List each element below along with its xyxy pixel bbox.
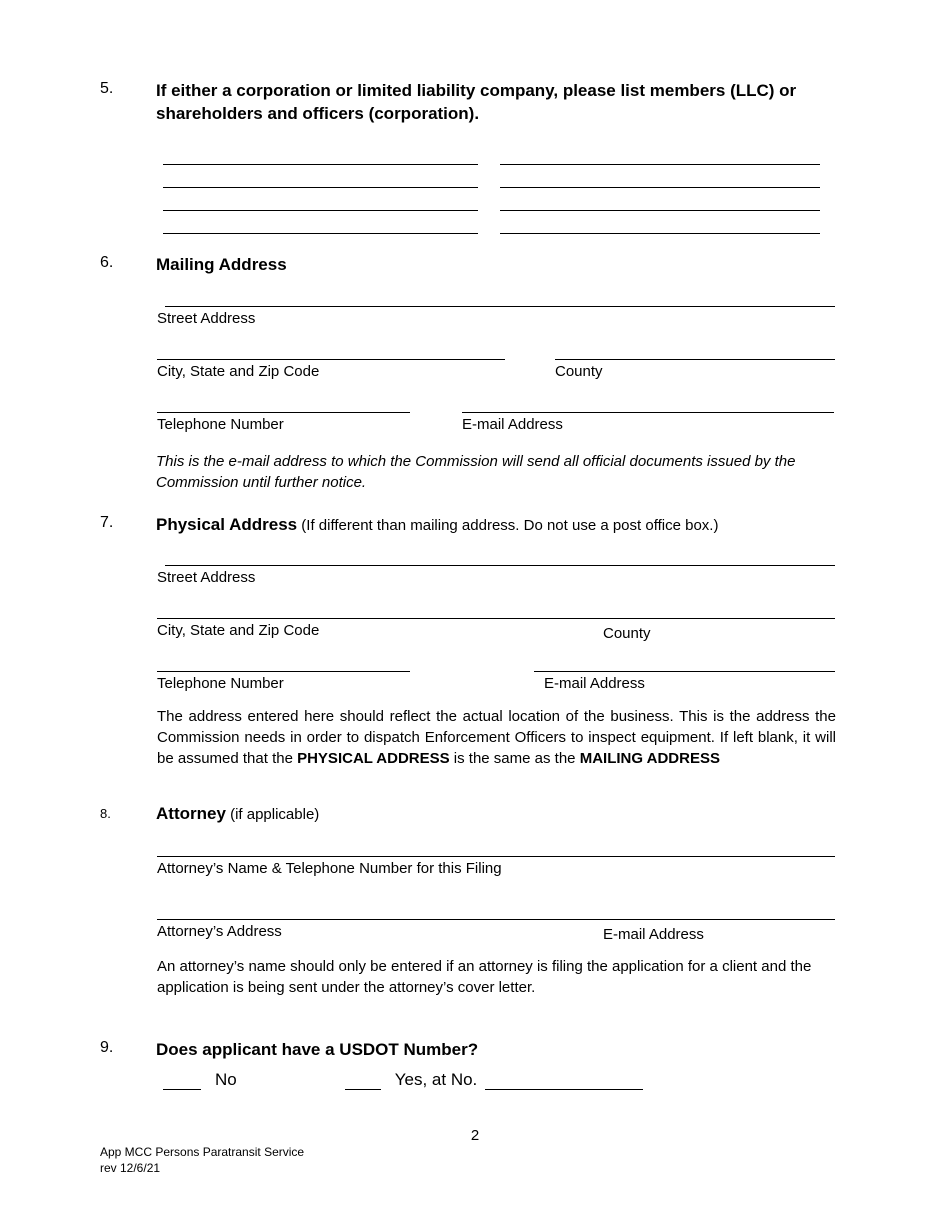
attorney-address-label: Attorney’s Address: [157, 923, 282, 940]
mailing-city-label: City, State and Zip Code: [157, 363, 320, 380]
physical-county-label: County: [603, 625, 651, 642]
attorney-name-field-line[interactable]: [157, 844, 835, 857]
mailing-email-label: E-mail Address: [462, 416, 563, 433]
usdot-no-field-line[interactable]: [163, 1072, 201, 1090]
physical-email-field-line[interactable]: [534, 659, 835, 672]
physical-email-label: E-mail Address: [544, 675, 645, 692]
attorney-note: An attorney’s name should only be entered if an attorney is filing the application for a client and the application is being sent under the attorney’s cover letter.: [157, 958, 812, 996]
item7-heading: [156, 513, 840, 536]
physical-city-county-field-line[interactable]: [157, 606, 835, 619]
physical-phone-field-line[interactable]: [157, 659, 410, 672]
usdot-no-label: No: [215, 1070, 237, 1089]
member-field-line[interactable]: [500, 221, 820, 234]
physical-street-field-line[interactable]: [165, 553, 835, 566]
member-field-line[interactable]: [500, 152, 820, 165]
usdot-answers: [156, 1070, 840, 1090]
mailing-email-note: This is the e-mail address to which the Commission will send all official documents issued by the Commission until further notice.: [156, 453, 796, 491]
physical-phone-label: Telephone Number: [157, 675, 284, 692]
footer-line2: rev 12/6/21: [100, 1161, 161, 1175]
member-field-line[interactable]: [500, 198, 820, 211]
item6-heading: Mailing Address: [156, 255, 287, 274]
physical-note-part1: The address entered here should reflect the actual location of the business. This is the address the Commission needs in order to dispatch Enforcement Officers to inspect equipment. If left blank, it will be assumed that the: [157, 708, 836, 767]
member-field-line[interactable]: [163, 221, 478, 234]
mailing-street-label: Street Address: [157, 310, 256, 327]
footer-line1: App MCC Persons Paratransit Service: [100, 1145, 305, 1159]
mailing-phone-label: Telephone Number: [157, 416, 284, 433]
item7-number: 7.: [100, 514, 114, 531]
item8-heading-main: Attorney: [156, 804, 226, 823]
member-field-line[interactable]: [163, 152, 478, 165]
mailing-email-field-line[interactable]: [462, 400, 834, 413]
item8-heading: [156, 802, 840, 825]
mailing-county-field-line[interactable]: [555, 347, 835, 360]
item9-heading: Does applicant have a USDOT Number?: [156, 1040, 479, 1059]
physical-note-part2: is the same as the: [449, 750, 580, 767]
physical-note-bold2: MAILING ADDRESS: [579, 750, 720, 767]
attorney-name-label: Attorney’s Name & Telephone Number for this Filing: [157, 860, 502, 877]
usdot-yes-label: Yes, at No.: [394, 1070, 478, 1089]
footer: [100, 1144, 304, 1176]
item7-heading-main: Physical Address: [156, 515, 298, 534]
member-field-line[interactable]: [163, 175, 478, 188]
usdot-number-field-line[interactable]: [485, 1072, 643, 1090]
members-shareholders-grid: [156, 152, 840, 234]
attorney-email-label: E-mail Address: [603, 926, 704, 943]
item5-number: 5.: [100, 80, 114, 97]
item8-heading-suffix: (if applicable): [225, 806, 320, 823]
member-field-line[interactable]: [163, 198, 478, 211]
attorney-address-field-line[interactable]: [157, 907, 835, 920]
item7-heading-suffix: (If different than mailing address. Do not use a post office box.): [297, 517, 719, 534]
mailing-phone-field-line[interactable]: [157, 400, 410, 413]
physical-street-label: Street Address: [157, 569, 256, 586]
item5-heading: If either a corporation or limited liability company, please list members (LLC) or shareholders and officers (corporation).: [156, 81, 797, 123]
item6-number: 6.: [100, 254, 114, 271]
member-field-line[interactable]: [500, 175, 820, 188]
mailing-city-field-line[interactable]: [157, 347, 505, 360]
item9-number: 9.: [100, 1039, 114, 1056]
mailing-street-field-line[interactable]: [165, 294, 835, 307]
physical-note-bold1: PHYSICAL ADDRESS: [297, 750, 450, 767]
physical-address-note: [156, 706, 836, 769]
physical-city-label: City, State and Zip Code: [157, 622, 320, 639]
page-number: 2: [470, 1127, 480, 1144]
mailing-county-label: County: [555, 363, 603, 380]
usdot-yes-field-line[interactable]: [345, 1072, 381, 1090]
item8-number: 8.: [100, 806, 111, 821]
